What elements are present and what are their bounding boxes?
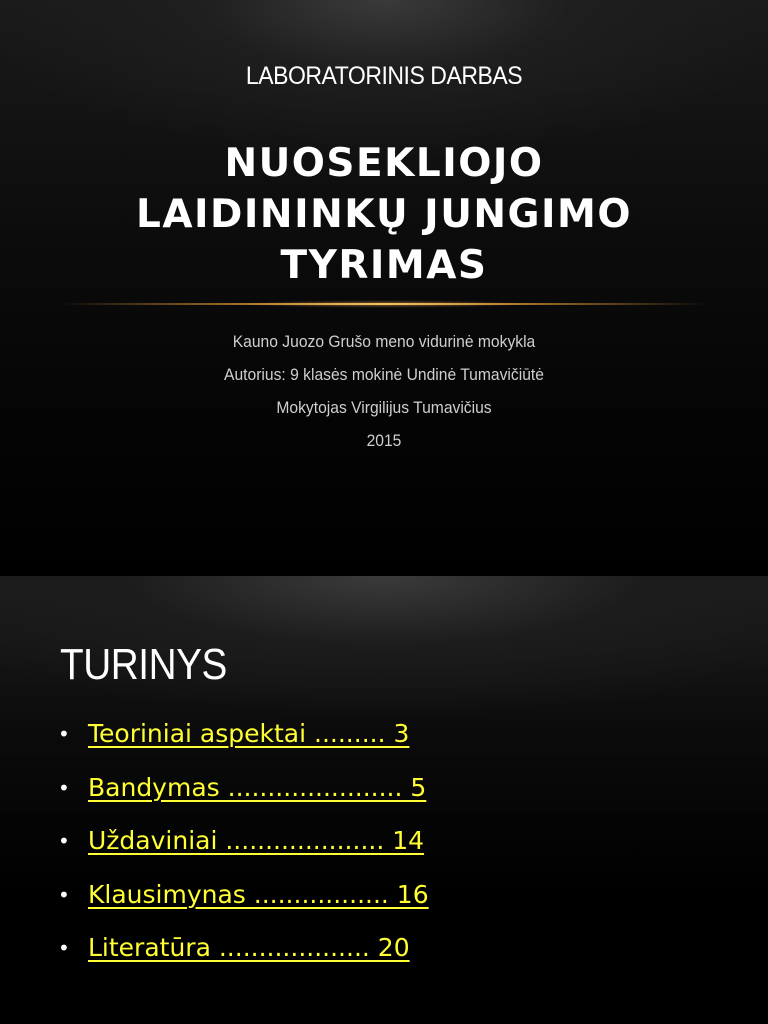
bullet-icon: • (58, 882, 70, 907)
year: 2015 (366, 431, 402, 450)
title-line: NUOSEKLIOJO (224, 141, 544, 186)
bullet-icon: • (58, 722, 70, 746)
toc-link-uzdaviniai[interactable]: Uždaviniai .................... 14 (88, 826, 425, 855)
teacher-line: Mokytojas Virgilijus Tumavičius (276, 398, 492, 417)
toc-link-bandymas[interactable]: Bandymas ...................... 5 (88, 772, 427, 802)
contents-title: TURINYS (60, 640, 227, 689)
school-name: Kauno Juozo Grušo meno vidurinė mokykla (232, 332, 536, 351)
contents-slide (0, 576, 768, 1024)
slide-title (0, 138, 768, 291)
title-line: TYRIMAS (280, 243, 488, 288)
bullet-icon: • (58, 829, 70, 853)
toc-link-klausimynas[interactable]: Klausimynas ................. 16 (88, 879, 429, 909)
bullet-icon: • (58, 936, 70, 960)
title-divider (60, 300, 708, 308)
list-item (58, 920, 429, 974)
toc-link-literatura[interactable]: Literatūra ................... 20 (88, 933, 410, 962)
contents-list (58, 706, 429, 974)
author-line: Autorius: 9 klasės mokinė Undinė Tumavičiūtė (224, 365, 544, 384)
list-item (58, 813, 429, 867)
bullet-icon: • (58, 775, 70, 800)
list-item (58, 706, 429, 760)
slide-subtitle: LABORATORINIS DARBAS (245, 62, 523, 90)
list-item (58, 760, 429, 814)
toc-link-teoriniai-aspektai[interactable]: Teoriniai aspektai ......... 3 (88, 719, 410, 748)
title-line: LAIDININKŲ JUNGIMO (136, 192, 632, 237)
list-item (58, 867, 429, 921)
author-info (0, 330, 768, 462)
